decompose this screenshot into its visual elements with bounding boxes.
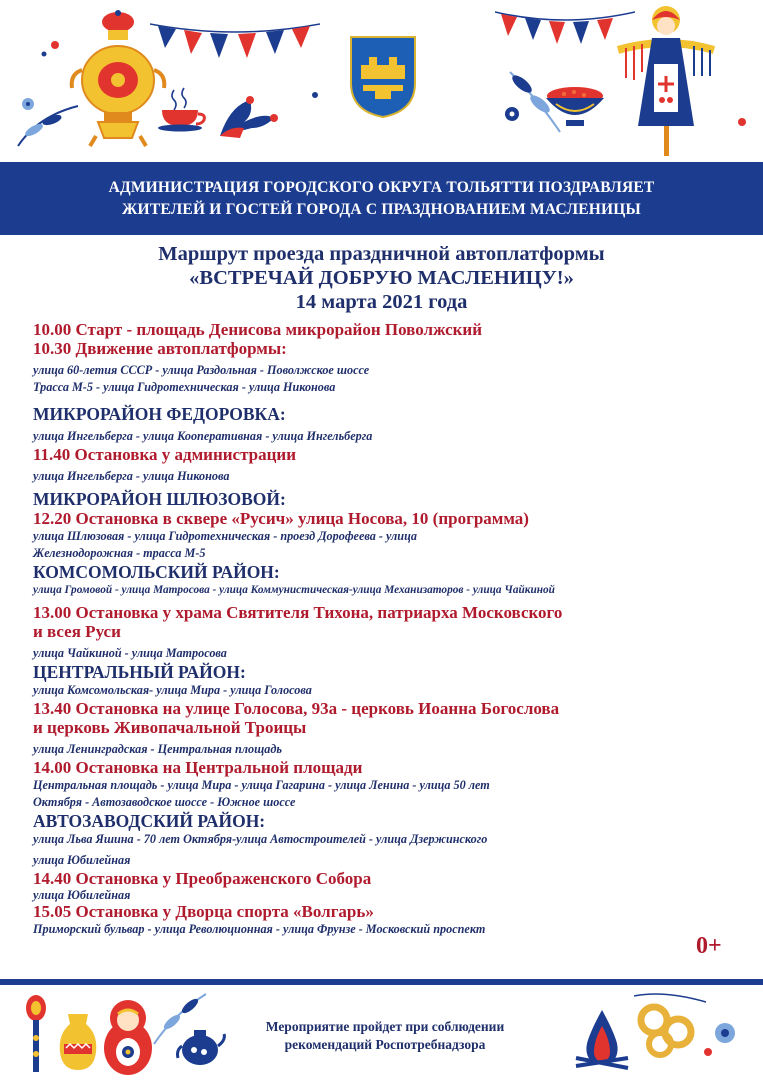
floral-ornament-icon <box>300 80 330 110</box>
schedule-stop: и всея Руси <box>33 622 121 641</box>
maslenitsa-doll-icon <box>608 4 728 156</box>
schedule-district: КОМСОМОЛЬСКИЙ РАЙОН: <box>33 562 280 582</box>
schedule-streets: Железнодорожная - трасса М-5 <box>33 546 206 560</box>
schedule-stop: 10.00 Старт - площадь Денисова микрорайон Поволжский <box>33 320 483 339</box>
page-title <box>0 242 763 314</box>
schedule-streets: Трасса М-5 - улица Гидротехническая - улица Никонова <box>33 380 336 394</box>
divider <box>0 979 763 985</box>
schedule-streets: улица Льва Яшина - 70 лет Октября-улица Автостроителей - улица Дзержинского <box>33 832 488 846</box>
schedule-streets: улица Юбилейная <box>33 853 131 867</box>
schedule-stop: 11.40 Остановка у администрации <box>33 445 296 464</box>
schedule-stop: 10.30 Движение автоплатформы: <box>33 339 287 358</box>
footer-note <box>205 1018 565 1054</box>
jester-hat-icon <box>214 88 282 148</box>
schedule-streets: улица Громовой - улица Матросова - улица Коммунистическая-улица Механизаторов - улица Чайкиной <box>33 584 555 596</box>
title-line-1: Маршрут проезда праздничной автоплатформы <box>158 243 605 265</box>
schedule-stop: 13.40 Остановка на улице Голосова, 93а - церковь Иоанна Богослова <box>33 699 560 718</box>
schedule-streets: улица Шлюзовая - улица Гидротехническая - проезд Дорофеева - улица <box>33 529 417 543</box>
schedule-stop: и церковь Живопачальной Троицы <box>33 718 307 737</box>
schedule-stop: 14.00 Остановка на Центральной площади <box>33 758 363 777</box>
footer-line-1: Мероприятие пройдет при соблюдении <box>265 1019 505 1034</box>
schedule-district: АВТОЗАВОДСКИЙ РАЙОН: <box>33 811 266 831</box>
floral-ornament-icon <box>150 988 210 1048</box>
greeting-banner <box>0 162 763 235</box>
schedule-district: ЦЕНТРАЛЬНЫЙ РАЙОН: <box>33 662 246 682</box>
schedule-stop: 14.40 Остановка у Преображенского Собора <box>33 869 372 888</box>
bonfire-icon <box>572 1008 632 1074</box>
age-rating-badge: 0+ <box>696 933 722 959</box>
schedule-streets: улица Чайкиной - улица Матросова <box>33 646 227 660</box>
route-schedule <box>33 320 748 938</box>
schedule-district: МИКРОРАЙОН ШЛЮЗОВОЙ: <box>33 489 286 509</box>
caviar-bowl-icon <box>542 84 608 128</box>
schedule-streets: улица Ингельберга - улица Кооперативная - улица Ингельберга <box>33 429 373 443</box>
banner-line-1: АДМИНИСТРАЦИЯ ГОРОДСКОГО ОКРУГА ТОЛЬЯТТИ ПОЗДРАВЛЯЕТ <box>108 178 655 196</box>
schedule-streets: улица Ленинградская - Центральная площадь <box>33 742 282 756</box>
floral-ornament-icon <box>730 110 760 140</box>
floral-ornament-icon <box>14 90 84 150</box>
title-line-2: «ВСТРЕЧАЙ ДОБРУЮ МАСЛЕНИЦУ!» <box>189 267 574 289</box>
schedule-streets: Центральная площадь - улица Мира - улица Гагарина - улица Ленина - улица 50 лет <box>33 778 490 792</box>
title-date: 14 марта 2021 года <box>295 291 468 313</box>
schedule-stop: 13.00 Остановка у храма Святителя Тихона, патриарха Московского <box>33 603 563 622</box>
schedule-district: МИКРОРАЙОН ФЕДОРОВКА: <box>33 404 286 424</box>
floral-ornament-icon <box>700 1008 750 1058</box>
schedule-streets: улица 60-летия СССР - улица Раздольная - Поволжское шоссе <box>33 363 370 377</box>
tea-cup-icon <box>158 86 208 132</box>
floral-ornament-icon <box>40 30 70 60</box>
teapot-icon <box>58 1010 98 1072</box>
bagels-icon <box>630 990 710 1060</box>
spoon-icon <box>24 994 48 1074</box>
schedule-stop: 12.20 Остановка в сквере «Русич» улица Носова, 10 (программа) <box>33 509 529 528</box>
schedule-streets: Приморский бульвар - улица Революционная - улица Фрунзе - Московский проспект <box>33 922 486 936</box>
schedule-streets: улица Ингельберга - улица Никонова <box>33 469 230 483</box>
matryoshka-icon <box>102 996 154 1076</box>
top-illustration <box>0 0 763 160</box>
banner-line-2: ЖИТЕЛЕЙ И ГОСТЕЙ ГОРОДА С ПРАЗДНОВАНИЕМ МАСЛЕНИЦЫ <box>122 200 641 218</box>
coat-of-arms-icon <box>349 35 417 119</box>
footer-line-2: рекомендаций Роспотребнадзора <box>284 1037 486 1052</box>
schedule-streets: улица Комсомольская- улица Мира - улица Голосова <box>33 683 312 697</box>
schedule-stop: 15.05 Остановка у Дворца спорта «Волгарь» <box>33 902 374 921</box>
schedule-streets: улица Юбилейная <box>33 888 131 902</box>
schedule-streets: Октября - Автозаводское шоссе - Южное шоссе <box>33 795 296 809</box>
bunting-icon <box>150 18 320 68</box>
